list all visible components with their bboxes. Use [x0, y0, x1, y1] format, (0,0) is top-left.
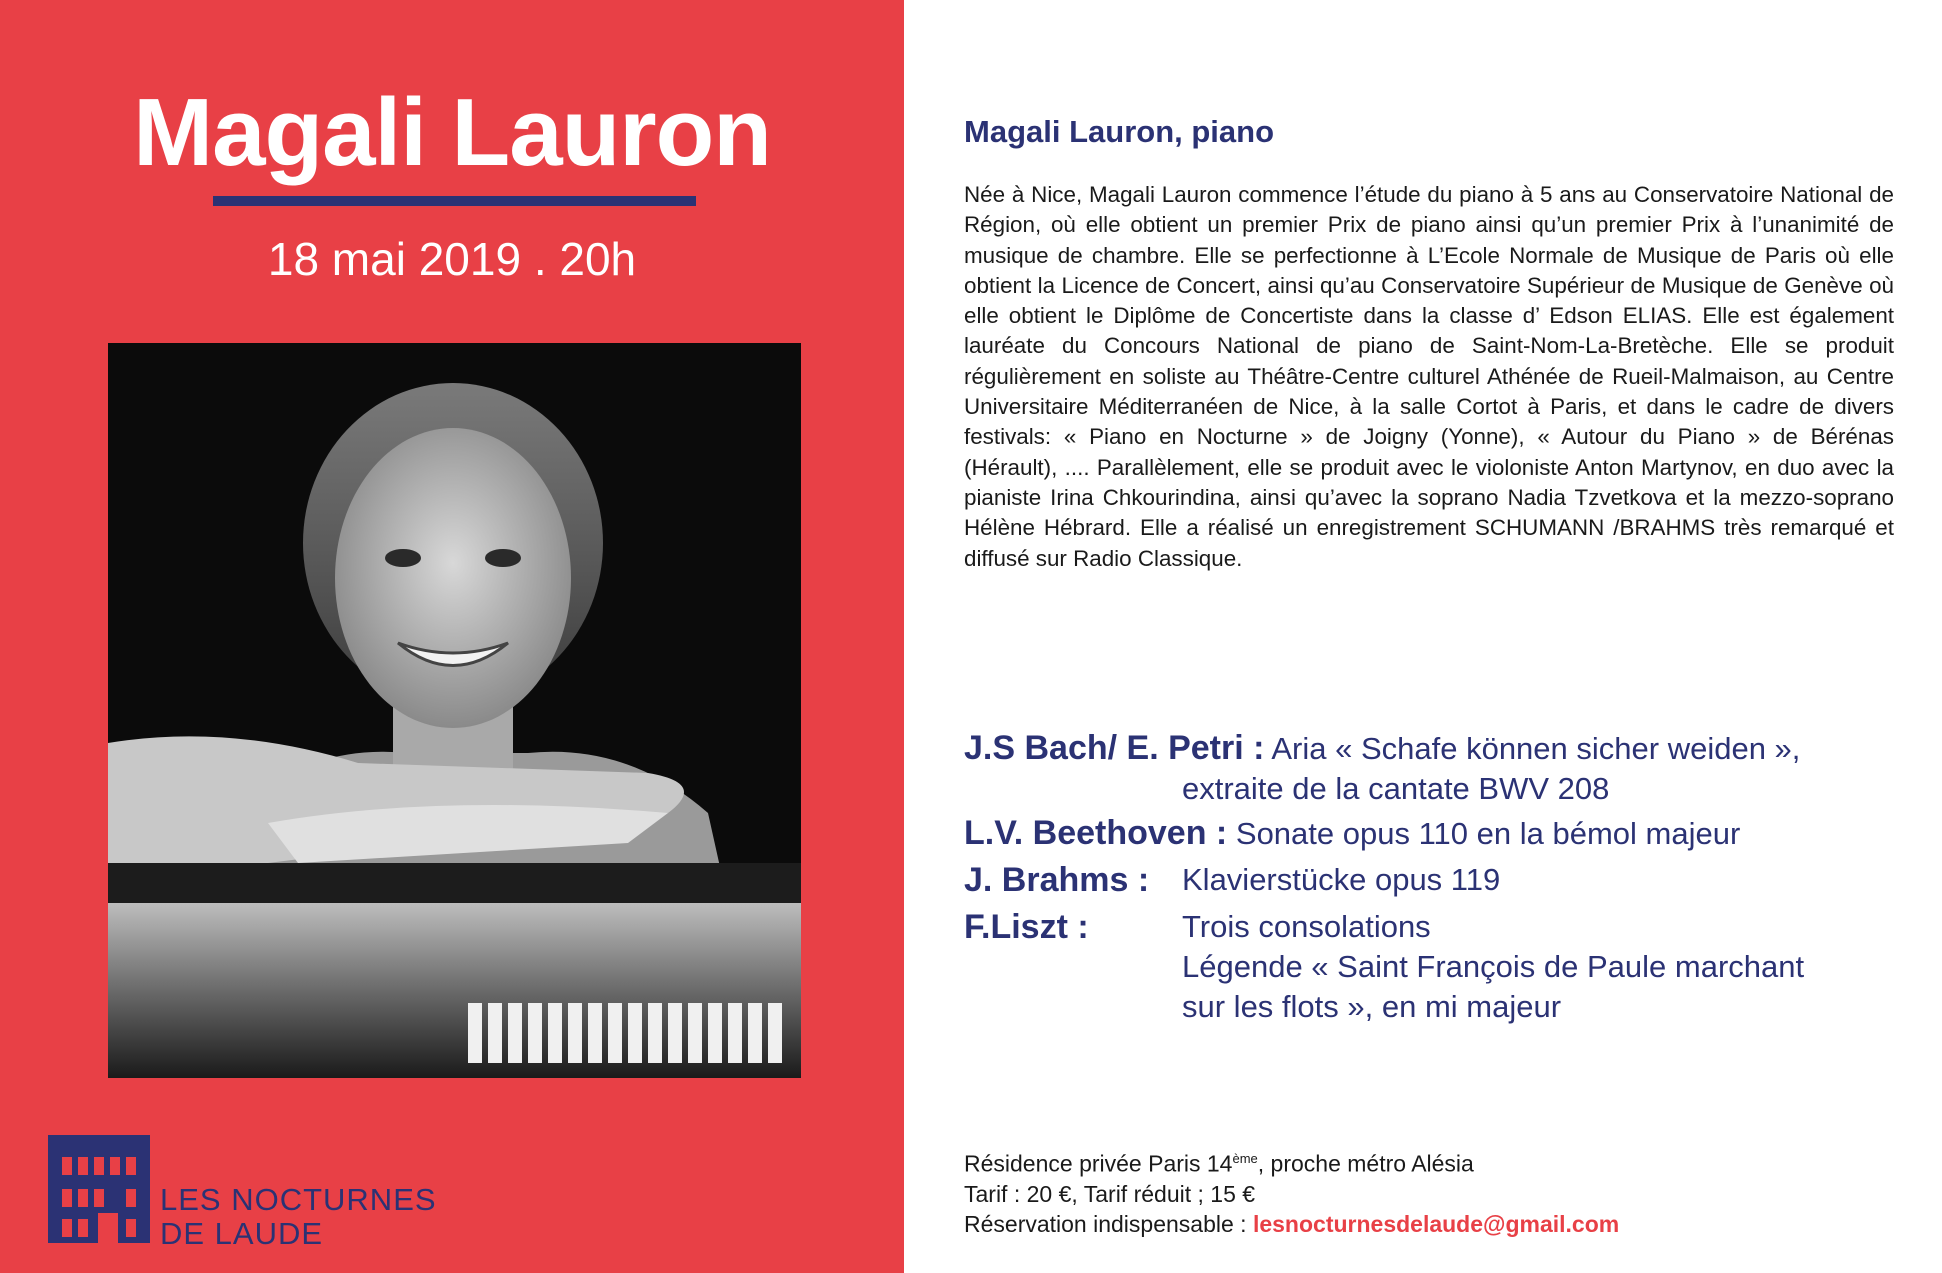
artist-name: Magali Lauron	[133, 79, 771, 186]
work-titles	[1182, 907, 1902, 1027]
logo-line-2: DE LAUDE	[160, 1216, 324, 1251]
work-title: sur les flots », en mi majeur	[1182, 989, 1562, 1024]
program-item	[964, 860, 1904, 902]
practical-info	[964, 1144, 1619, 1239]
concert-date: 18 mai 2019 . 20h	[267, 233, 637, 285]
concert-program	[964, 728, 1904, 1036]
work-title: Aria « Schafe können sicher weiden »,	[1271, 731, 1801, 766]
logo-wordmark	[160, 1183, 437, 1251]
composer-name: L.V. Beethoven :	[964, 814, 1228, 852]
work-title: Trois consolations	[1182, 909, 1431, 944]
title-underline	[213, 196, 696, 206]
composer-name: F.Liszt :	[964, 908, 1089, 946]
venue-text-after: , proche métro Alésia	[1257, 1150, 1474, 1177]
venue-text: Résidence privée Paris 14	[964, 1150, 1233, 1177]
reservation-line	[964, 1209, 1619, 1239]
work-title: extraite de la cantate BWV 208	[1182, 771, 1610, 806]
logo-line-1: LES NOCTURNES	[160, 1182, 437, 1217]
composer-name: J.S Bach/ E. Petri :	[964, 729, 1265, 767]
work-title: Klavierstücke opus 119	[1182, 862, 1501, 897]
work-title: Sonate opus 110 en la bémol majeur	[1235, 816, 1741, 851]
biography-text: Née à Nice, Magali Lauron commence l’étude du piano à 5 ans au Conservatoire National de Région, où elle obtient un premier Prix de piano ainsi qu’un premier Prix à l’unanimité de musique de chambre. Elle se perfectionne à L’Ecole Normale de Musique de Paris où elle obtient la Licence de Concert, ainsi qu’au Conservatoire Supérieur de Musique de Genève où elle obtient le Diplôme de Concertiste dans la classe d’ Edson ELIAS. Elle est également lauréate du Concours National de piano de Saint-Nom-La-Bretèche. Elle se produit régulièrement en soliste au Théâtre-Centre culturel Athénée de Rueil-Malmaison, au Centre Universitaire Méditerranéen de Nice, à la salle Cortot à Paris, et dans le cadre de divers festivals: « Piano en Nocturne » de Joigny (Yonne), « Autour du Piano » de Bérénas (Hérault), .... Parallèlement, elle se produit avec le violoniste Anton Martynov, en duo avec la pianiste Irina Chkourindina, ainsi qu’avec la soprano Nadia Tzvetkova et la mezzo-soprano Hélène Hébrard. Elle a réalisé un enregistrement SCHUMANN /BRAHMS très remarqué et diffusé sur Radio Classique.	[964, 182, 1894, 571]
price-line: Tarif : 20 €, Tarif réduit ; 15 €	[964, 1180, 1256, 1207]
program-item	[964, 907, 1904, 1031]
artist-photo	[108, 343, 801, 1078]
venue-line	[964, 1144, 1619, 1179]
venue-sup: ème	[1232, 1151, 1258, 1166]
email-link[interactable]: lesnocturnesdelaude@gmail.com	[1252, 1210, 1620, 1237]
performer-heading: Magali Lauron, piano	[964, 114, 1275, 149]
composer-name: J. Brahms :	[964, 861, 1150, 899]
program-item	[964, 728, 1904, 808]
program-item	[964, 813, 1904, 855]
reservation-label: Réservation indispensable :	[964, 1210, 1253, 1237]
pianist-portrait-image	[108, 343, 801, 1078]
work-title: Légende « Saint François de Paule marchant	[1182, 949, 1805, 984]
